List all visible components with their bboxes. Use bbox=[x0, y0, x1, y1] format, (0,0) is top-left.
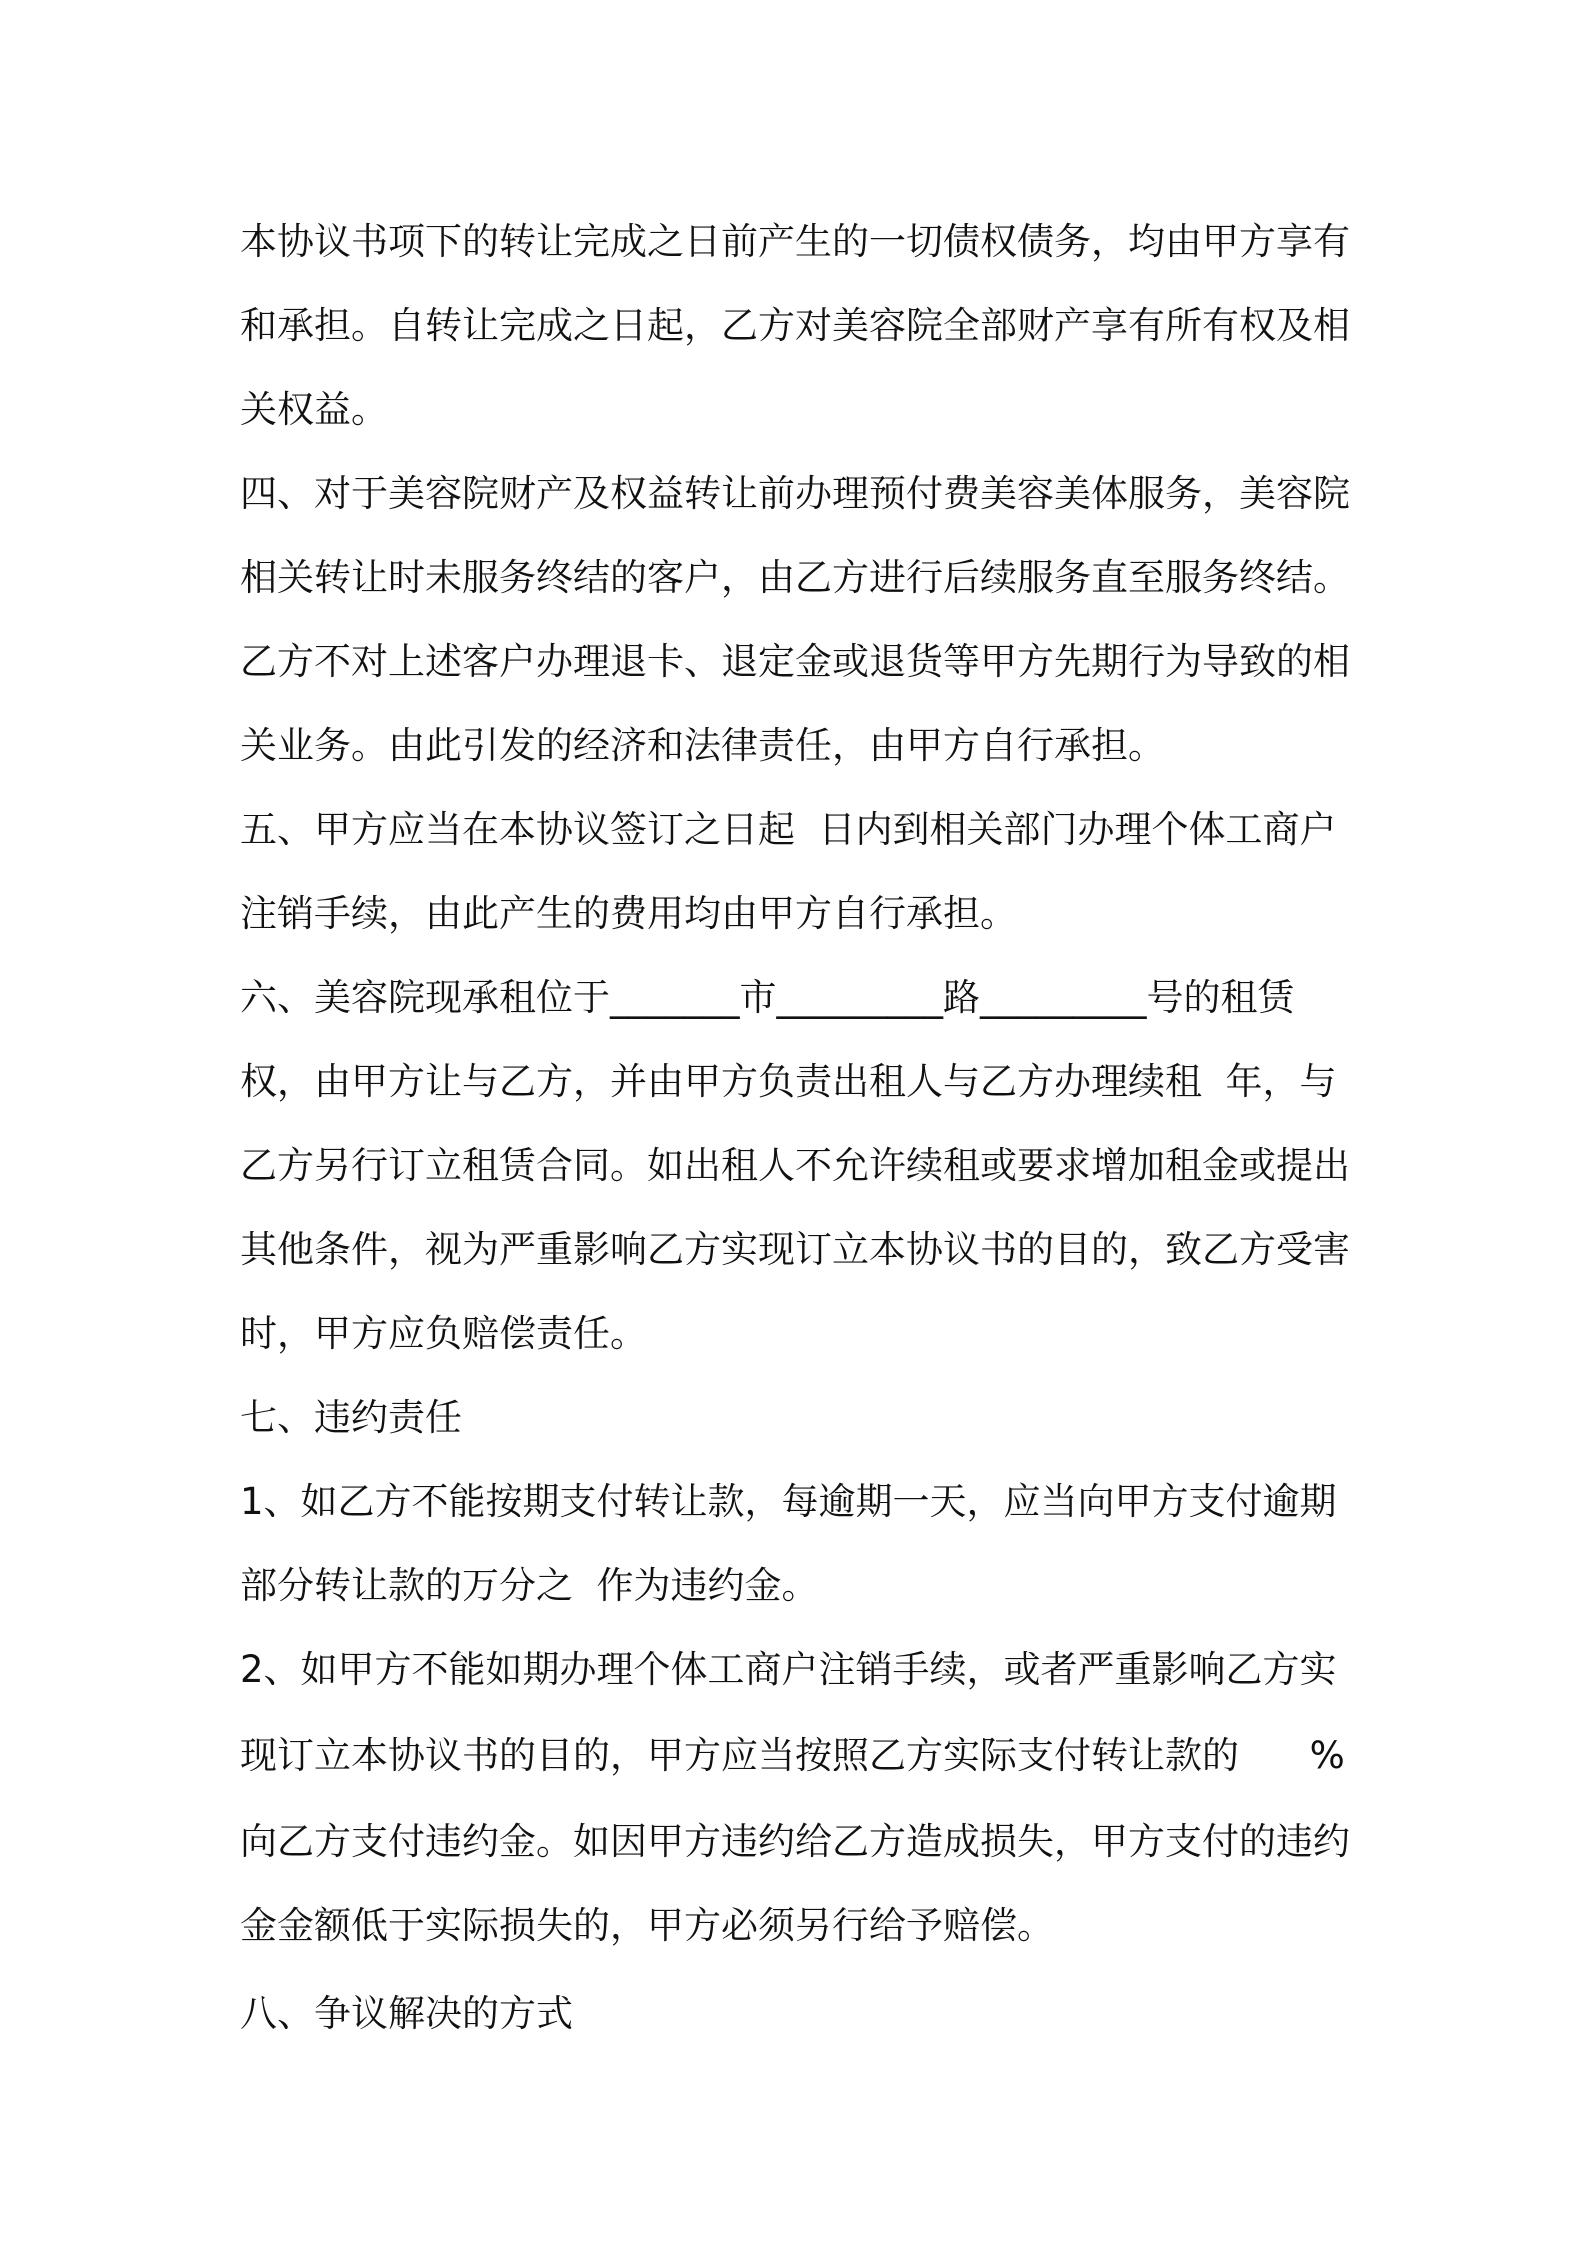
text-line: 现订立本协议书的目的，甲方应当按照乙方实际支付转让款的 % bbox=[240, 1734, 1345, 1777]
document-page bbox=[240, 200, 1360, 2056]
text-line: 向乙方支付违约金。如因甲方违约给乙方造成损失，甲方支付的违约 bbox=[240, 1820, 1350, 1863]
section-5-heading-line: 五、甲方应当在本协议签订之日起 日内到相关部门办理个体工商户 bbox=[240, 808, 1337, 851]
text-line: 乙方另行订立租赁合同。如出租人不允许续租或要求增加租金或提出 bbox=[240, 1144, 1350, 1187]
section-7-heading: 七、违约责任 bbox=[240, 1396, 462, 1439]
text-line: 注销手续，由此产生的费用均由甲方自行承担。 bbox=[240, 892, 1017, 935]
text-line: 本协议书项下的转让完成之日前产生的一切债权债务，均由甲方享有 bbox=[240, 220, 1350, 263]
text-line: 金金额低于实际损失的，甲方必须另行给予赔偿。 bbox=[240, 1904, 1054, 1947]
text-line: 权，由甲方让与乙方，并由甲方负责出租人与乙方办理续租 年，与 bbox=[240, 1060, 1337, 1103]
text-line: 时，甲方应负赔偿责任。 bbox=[240, 1312, 647, 1355]
clause-1-line: 1、如乙方不能按期支付转让款，每逾期一天，应当向甲方支付逾期 bbox=[240, 1480, 1337, 1523]
clause-2-line: 2、如甲方不能如期办理个体工商户注销手续，或者严重影响乙方实 bbox=[240, 1648, 1337, 1691]
section-8-heading: 八、争议解决的方式 bbox=[240, 1992, 573, 2035]
section-4-heading-line: 四、对于美容院财产及权益转让前办理预付费美容美体服务，美容院 bbox=[240, 472, 1350, 515]
text-line: 乙方不对上述客户办理退卡、退定金或退货等甲方先期行为导致的相 bbox=[240, 640, 1350, 683]
text-line: 部分转让款的万分之 作为违约金。 bbox=[240, 1564, 819, 1607]
text-line: 关权益。 bbox=[240, 388, 388, 431]
text-line: 关业务。由此引发的经济和法律责任，由甲方自行承担。 bbox=[240, 724, 1165, 767]
section-6-heading-line: 六、美容院现承租位于_______市_________路_________号的租赁 bbox=[240, 976, 1295, 1019]
text-line: 相关转让时未服务终结的客户，由乙方进行后续服务直至服务终结。 bbox=[240, 556, 1350, 599]
text-line: 和承担。自转让完成之日起，乙方对美容院全部财产享有所有权及相 bbox=[240, 304, 1350, 347]
text-line: 其他条件，视为严重影响乙方实现订立本协议书的目的，致乙方受害 bbox=[240, 1228, 1350, 1271]
